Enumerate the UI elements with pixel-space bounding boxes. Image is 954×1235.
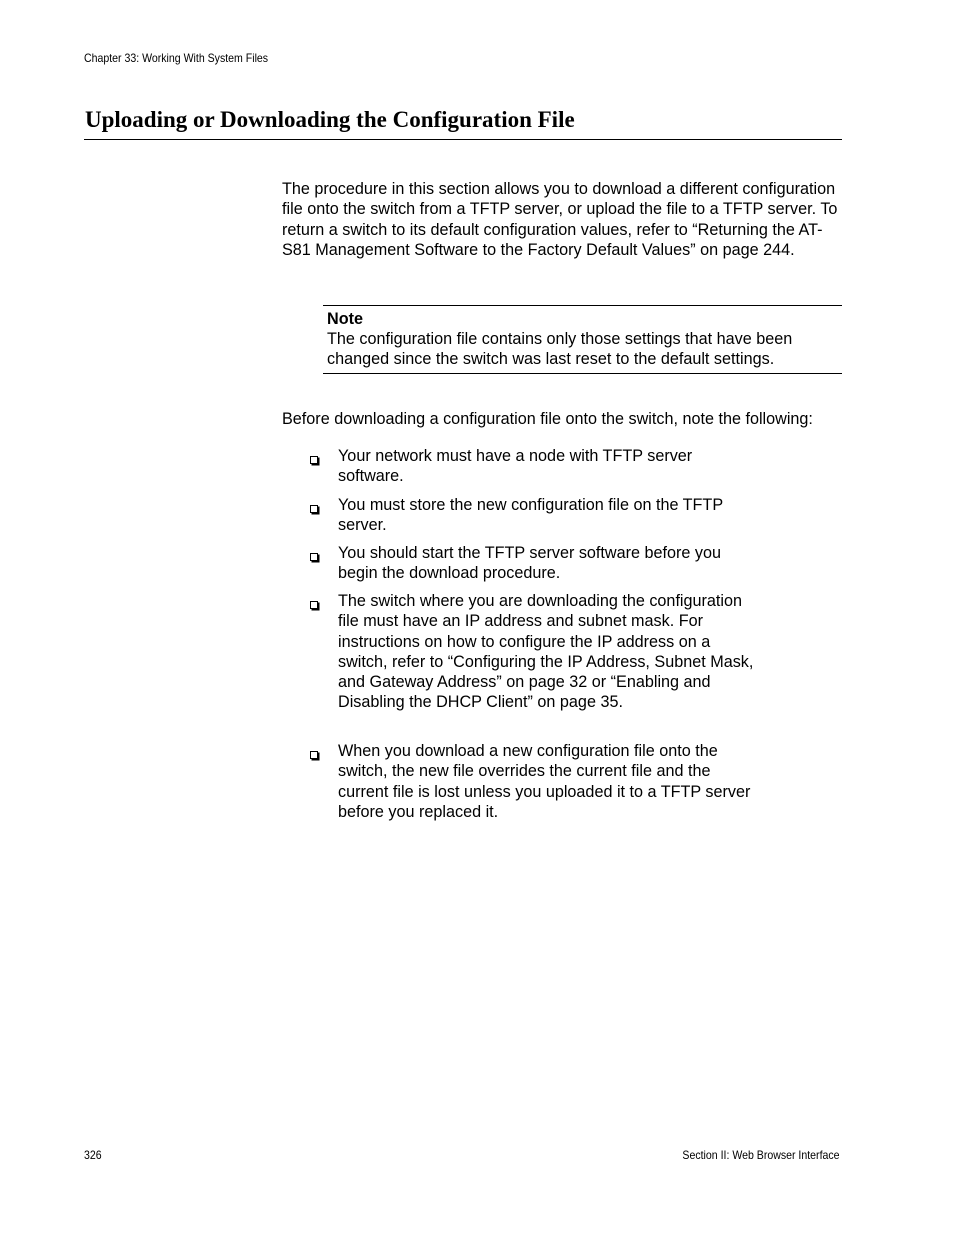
checkbox-bullet-icon: [310, 601, 318, 609]
list-item-text: The switch where you are downloading the configuration file must have an IP address and subnet mask. For instructions on how to configure the IP address on a switch, refer to “Configuring the IP Address, Subnet Mask, and Gateway Address” on page 32 or “Enabling and Disabling the DHCP Client” on page 35.: [338, 592, 754, 712]
list-item-text: When you download a new configuration file onto the switch, the new file overrides the current file and the current file is lost unless you uploaded it to a TFTP server before you replaced it.: [338, 742, 751, 821]
checkbox-bullet-icon: [310, 505, 318, 513]
checkbox-bullet-icon: [310, 553, 318, 561]
page-number: 326: [84, 1148, 102, 1162]
intro-paragraph: The procedure in this section allows you to download a different configuration file onto the switch from a TFTP server, or upload the file to a TFTP server. To return a switch to its default configuration values, refer to “Returning the AT-S81 Management Software to the Factory Default Values” on page 244.: [282, 180, 838, 259]
section-title: Uploading or Downloading the Configuration File: [85, 107, 575, 132]
prerequisites-lead: Before downloading a configuration file onto the switch, note the following:: [282, 410, 813, 428]
checkbox-bullet-icon: [310, 751, 318, 759]
note-heading: Note: [327, 310, 363, 328]
note-box: [323, 305, 842, 374]
list-item-text: You should start the TFTP server software before you begin the download procedure.: [338, 544, 722, 583]
running-footer: Section II: Web Browser Interface: [682, 1148, 840, 1162]
list-item-text: Your network must have a node with TFTP server software.: [338, 447, 693, 486]
title-underline: [84, 139, 842, 140]
note-text: The configuration file contains only those settings that have been changed since the switch was last reset to the default settings.: [327, 330, 793, 369]
list-item-text: You must store the new configuration file on the TFTP server.: [338, 496, 723, 535]
checkbox-bullet-icon: [310, 456, 318, 464]
running-header: Chapter 33: Working With System Files: [84, 51, 269, 65]
